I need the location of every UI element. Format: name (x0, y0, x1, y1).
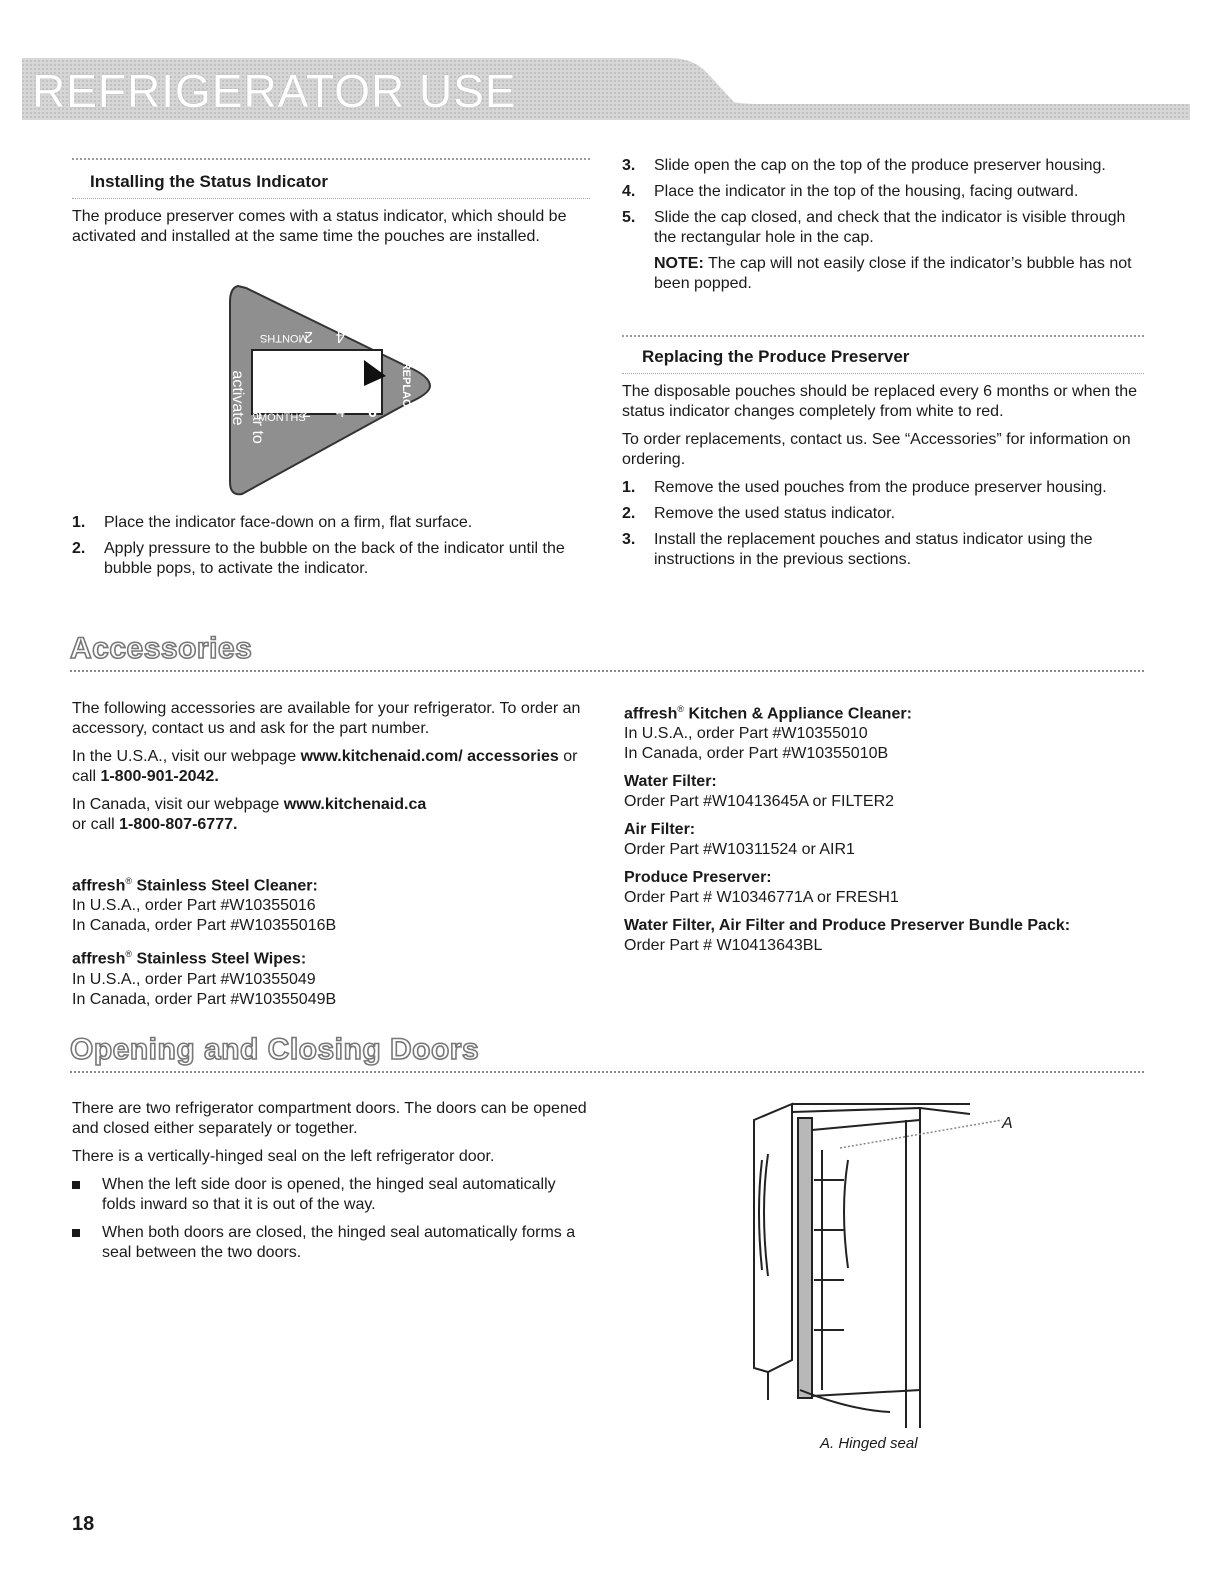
note-label: NOTE: (654, 255, 704, 272)
accessory-item (72, 944, 584, 1009)
indicator-tick-top-4: 4 (336, 328, 345, 345)
list-item (622, 156, 1144, 176)
canada-mid: or call (72, 816, 120, 833)
divider (72, 198, 590, 199)
accessory-title: Produce Preserver: (624, 869, 772, 887)
accessory-item (624, 699, 1144, 764)
divider (70, 670, 1144, 672)
accessory-item (624, 820, 1144, 860)
divider (622, 335, 1144, 337)
step-number: 2. (622, 505, 636, 522)
replacing-para-1: The disposable pouches should be replaced every 6 months or when the status indicator changes completely from white to red. (622, 383, 1137, 420)
accessory-line: In Canada, order Part #W10355016B (72, 917, 337, 935)
bullet-icon (72, 1229, 80, 1237)
note (622, 254, 1144, 294)
step-number: 1. (622, 479, 636, 496)
refrigerator-door-illustration (740, 1090, 1040, 1430)
accessory-name: Kitchen & Appliance Cleaner: (684, 705, 912, 723)
accessory-line: Order Part # W10346771A or FRESH1 (624, 889, 899, 907)
canada-webpage-link[interactable]: www.kitchenaid.ca (283, 796, 427, 813)
canada-prefix: In Canada, visit our webpage (72, 796, 284, 813)
list-item (72, 539, 592, 579)
accessory-line: In U.S.A., order Part #W10355010 (624, 725, 868, 743)
doors-para-2: There is a vertically-hinged seal on the left refrigerator door. (72, 1148, 495, 1165)
step-text: Place the indicator face-down on a firm, flat surface. (104, 514, 473, 531)
divider (72, 158, 590, 160)
figure-label-a: A (1002, 1115, 1013, 1132)
accessories-title: Accessories (70, 632, 253, 665)
indicator-tick-top-2: 2 (304, 328, 313, 345)
list-item (622, 478, 1144, 498)
accessory-line: In U.S.A., order Part #W10355049 (72, 970, 316, 988)
step-text: Place the indicator in the top of the housing, facing outward. (654, 183, 1079, 200)
replacing-para-2: To order replacements, contact us. See “Accessories” for information on ordering. (622, 431, 1131, 468)
indicator-side-text: Press rear to activate (229, 352, 266, 444)
accessory-brand: affresh (624, 705, 678, 723)
indicator-tick-top-6: 6 (368, 328, 377, 345)
list-item (72, 1175, 590, 1215)
accessories-canada (72, 795, 584, 835)
status-indicator-heading: Installing the Status Indicator (90, 172, 329, 191)
usa-phone: 1-800-901-2042. (100, 768, 219, 785)
doors-para-1: There are two refrigerator compartment doors. The doors can be opened and closed either separately or together. (72, 1100, 587, 1137)
step-number: 5. (622, 209, 636, 226)
step-number: 3. (622, 157, 636, 174)
indicator-tick-bottom-2: 2 (302, 404, 311, 421)
indicator-tick-bottom-6: 6 (368, 404, 377, 421)
page-number: 18 (72, 1513, 95, 1535)
list-item (622, 182, 1144, 202)
bullet-text: When the left side door is opened, the hinged seal automatically folds inward so that it is out of the way. (102, 1176, 556, 1213)
accessory-item (72, 871, 584, 936)
canada-phone: 1-800-807-6777. (119, 816, 238, 833)
step-text: Install the replacement pouches and status indicator using the instructions in the previous sections. (654, 531, 1093, 568)
accessory-item (624, 772, 1144, 812)
accessory-name: Stainless Steel Cleaner: (132, 877, 318, 895)
accessory-item (624, 916, 1144, 956)
usa-mid: or call (72, 748, 578, 785)
accessory-title: Air Filter: (624, 821, 696, 839)
list-item (622, 504, 1144, 524)
accessory-line: In U.S.A., order Part #W10355016 (72, 897, 316, 915)
bullet-text: When both doors are closed, the hinged seal automatically forms a seal between the two doors. (102, 1224, 576, 1261)
accessory-line: Order Part #W10311524 or AIR1 (624, 841, 855, 859)
indicator-replace-text: REPLACE (400, 361, 412, 415)
step-text: Slide the cap closed, and check that the indicator is visible through the rectangular hole in the cap. (654, 209, 1126, 246)
list-item (72, 1223, 590, 1263)
step-text: Remove the used status indicator. (654, 505, 896, 522)
divider (622, 373, 1144, 374)
list-item (622, 208, 1144, 248)
accessory-brand: affresh (72, 950, 126, 968)
status-indicator-continued (622, 156, 1144, 294)
indicator-months-bottom: MONTHS (258, 412, 306, 424)
accessory-title: Water Filter, Air Filter and Produce Preserver Bundle Pack: (624, 917, 1071, 935)
accessory-line: Order Part #W10413645A or FILTER2 (624, 793, 895, 811)
accessory-title: affresh® Stainless Steel Cleaner: (72, 876, 318, 895)
accessory-name: Stainless Steel Wipes: (132, 950, 307, 968)
accessories-usa (72, 747, 584, 787)
indicator-months-top: MONTHS (260, 332, 308, 344)
list-item (622, 530, 1144, 570)
accessory-title: affresh® Kitchen & Appliance Cleaner: (624, 704, 912, 723)
step-number: 4. (622, 183, 636, 200)
step-text: Remove the used pouches from the produce preserver housing. (654, 479, 1107, 496)
replacing-heading: Replacing the Produce Preserver (642, 347, 910, 366)
divider (70, 1071, 1144, 1073)
accessories-intro: The following accessories are available for your refrigerator. To order an accessory, contact us and ask for the part number. (72, 700, 581, 737)
indicator-tick-bottom-4: 4 (336, 404, 345, 421)
figure-caption: A. Hinged seal (820, 1435, 918, 1452)
accessory-item (624, 868, 1144, 908)
page-title: REFRIGERATOR USE (32, 65, 517, 117)
accessory-title: Water Filter: (624, 773, 717, 791)
note-text: The cap will not easily close if the indicator’s bubble has not been popped. (654, 255, 1132, 292)
accessory-line: Order Part # W10413643BL (624, 937, 823, 955)
step-text: Slide open the cap on the top of the produce preserver housing. (654, 157, 1106, 174)
status-indicator-section (72, 158, 590, 247)
replacing-section (622, 335, 1144, 576)
doors-text (72, 1099, 590, 1271)
step-number: 2. (72, 540, 86, 557)
usa-webpage-link[interactable]: www.kitchenaid.com/ accessories (300, 748, 559, 765)
status-indicator-figure (226, 282, 434, 500)
accessory-brand: affresh (72, 877, 126, 895)
status-indicator-intro: The produce preserver comes with a status indicator, which should be activated and installed at the same time the pouches are installed. (72, 208, 567, 245)
step-number: 1. (72, 514, 86, 531)
usa-prefix: In the U.S.A., visit our webpage (72, 748, 301, 765)
accessories-left (72, 699, 584, 1018)
accessories-right (624, 699, 1144, 964)
bullet-icon (72, 1181, 80, 1189)
accessory-title: affresh® Stainless Steel Wipes: (72, 949, 307, 968)
doors-title: Opening and Closing Doors (70, 1033, 480, 1066)
list-item (72, 513, 592, 533)
status-indicator-steps (72, 513, 592, 585)
section-banner (22, 44, 1190, 120)
hinged-seal-figure (740, 1090, 1040, 1430)
accessory-line: In Canada, order Part #W10355010B (624, 745, 889, 763)
step-number: 3. (622, 531, 636, 548)
step-text: Apply pressure to the bubble on the back of the indicator until the bubble pops, to activate the indicator. (104, 540, 565, 577)
accessory-line: In Canada, order Part #W10355049B (72, 990, 337, 1008)
